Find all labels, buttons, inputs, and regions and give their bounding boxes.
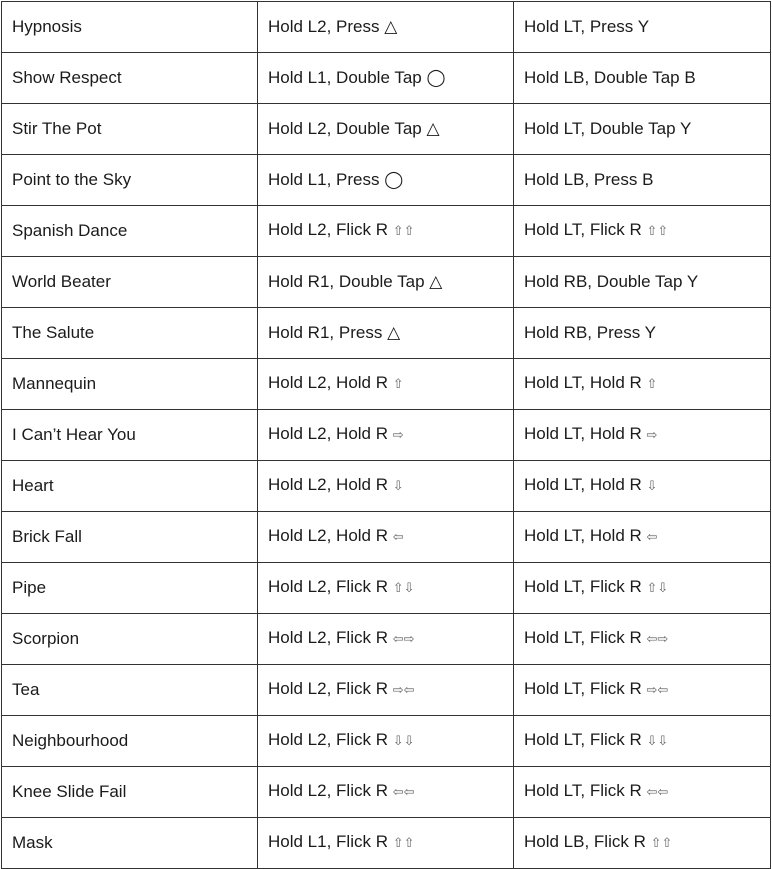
celebration-name-cell: World Beater	[2, 257, 258, 308]
playstation-input-cell	[258, 206, 514, 257]
celebration-name-cell: Show Respect	[2, 53, 258, 104]
xbox-input-text: Hold LT, Flick R	[524, 730, 642, 749]
stick-direction-icon: ⇦	[646, 530, 658, 545]
table-row	[2, 716, 771, 767]
celebration-name-cell: Heart	[2, 461, 258, 512]
playstation-input-cell	[258, 818, 514, 869]
stick-direction-icon: ⇦⇨	[392, 632, 415, 647]
xbox-input-cell	[514, 410, 771, 461]
playstation-input-text: Hold R1, Double Tap	[268, 272, 425, 291]
table-row	[2, 359, 771, 410]
playstation-input-cell	[258, 104, 514, 155]
celebration-name-cell: I Can’t Hear You	[2, 410, 258, 461]
celebration-name-cell: Knee Slide Fail	[2, 767, 258, 818]
xbox-input-text: Hold LT, Flick R	[524, 577, 642, 596]
playstation-input-text: Hold R1, Press	[268, 323, 383, 342]
stick-direction-icon: ⇨⇦	[646, 683, 669, 698]
table-row	[2, 665, 771, 716]
xbox-input-cell	[514, 53, 771, 104]
celebration-name-cell: Neighbourhood	[2, 716, 258, 767]
playstation-input-text: Hold L2, Flick R	[268, 730, 388, 749]
playstation-input-text: Hold L2, Flick R	[268, 628, 388, 647]
playstation-input-cell	[258, 410, 514, 461]
playstation-input-cell	[258, 614, 514, 665]
stick-direction-icon: ⇧⇧	[392, 224, 415, 239]
table-row	[2, 104, 771, 155]
xbox-input-text: Hold LT, Flick R	[524, 220, 642, 239]
xbox-input-cell	[514, 206, 771, 257]
celebration-name-cell: Mask	[2, 818, 258, 869]
table-row	[2, 563, 771, 614]
xbox-input-cell	[514, 716, 771, 767]
playstation-input-cell	[258, 665, 514, 716]
stick-direction-icon: ⇩⇩	[646, 734, 669, 749]
stick-direction-icon: ⇧⇧	[650, 836, 673, 851]
xbox-input-cell	[514, 563, 771, 614]
stick-direction-icon: ⇧	[646, 377, 658, 392]
stick-direction-icon: ⇦⇦	[646, 785, 669, 800]
controller-button-icon: △	[429, 272, 443, 292]
playstation-input-cell	[258, 716, 514, 767]
playstation-input-text: Hold L2, Flick R	[268, 781, 388, 800]
playstation-input-cell	[258, 53, 514, 104]
xbox-input-text: Hold LT, Flick R	[524, 781, 642, 800]
celebration-name-cell: Tea	[2, 665, 258, 716]
xbox-input-text: Hold RB, Press Y	[524, 323, 656, 342]
table-row	[2, 461, 771, 512]
table-row	[2, 512, 771, 563]
xbox-input-text: Hold LT, Double Tap Y	[524, 119, 692, 138]
playstation-input-text: Hold L2, Hold R	[268, 475, 389, 494]
stick-direction-icon: ⇦	[392, 530, 404, 545]
xbox-input-cell	[514, 359, 771, 410]
table-row	[2, 257, 771, 308]
celebration-name-cell: Stir The Pot	[2, 104, 258, 155]
table-row	[2, 767, 771, 818]
celebration-name-cell: Spanish Dance	[2, 206, 258, 257]
stick-direction-icon: ⇩⇩	[392, 734, 415, 749]
stick-direction-icon: ⇩	[646, 479, 658, 494]
controller-button-icon: ◯	[426, 68, 446, 88]
xbox-input-cell	[514, 155, 771, 206]
celebration-name-cell: Hypnosis	[2, 2, 258, 53]
playstation-input-cell	[258, 461, 514, 512]
xbox-input-text: Hold LB, Flick R	[524, 832, 646, 851]
xbox-input-text: Hold LB, Press B	[524, 170, 654, 189]
playstation-input-text: Hold L2, Hold R	[268, 424, 389, 443]
playstation-input-text: Hold L2, Hold R	[268, 526, 389, 545]
playstation-input-cell	[258, 767, 514, 818]
celebration-name-cell: Mannequin	[2, 359, 258, 410]
stick-direction-icon: ⇧	[392, 377, 404, 392]
table-body	[2, 2, 771, 869]
xbox-input-cell	[514, 767, 771, 818]
playstation-input-text: Hold L1, Press	[268, 170, 380, 189]
stick-direction-icon: ⇨⇦	[392, 683, 415, 698]
xbox-input-text: Hold LT, Hold R	[524, 475, 642, 494]
xbox-input-cell	[514, 2, 771, 53]
celebration-name-cell: Point to the Sky	[2, 155, 258, 206]
celebrations-table	[1, 1, 771, 869]
xbox-input-cell	[514, 461, 771, 512]
table-row	[2, 2, 771, 53]
playstation-input-cell	[258, 155, 514, 206]
celebration-name-cell: Pipe	[2, 563, 258, 614]
stick-direction-icon: ⇨	[646, 428, 658, 443]
xbox-input-cell	[514, 104, 771, 155]
table-row	[2, 155, 771, 206]
xbox-input-cell	[514, 665, 771, 716]
xbox-input-text: Hold LT, Flick R	[524, 628, 642, 647]
xbox-input-cell	[514, 512, 771, 563]
xbox-input-text: Hold LB, Double Tap B	[524, 68, 696, 87]
stick-direction-icon: ⇧⇧	[646, 224, 669, 239]
xbox-input-text: Hold RB, Double Tap Y	[524, 272, 699, 291]
celebration-name-cell: Brick Fall	[2, 512, 258, 563]
table-row	[2, 308, 771, 359]
xbox-input-cell	[514, 614, 771, 665]
playstation-input-cell	[258, 2, 514, 53]
stick-direction-icon: ⇧⇧	[392, 836, 415, 851]
xbox-input-cell	[514, 257, 771, 308]
stick-direction-icon: ⇦⇦	[392, 785, 415, 800]
celebration-name-cell: The Salute	[2, 308, 258, 359]
xbox-input-text: Hold LT, Press Y	[524, 17, 650, 36]
playstation-input-text: Hold L1, Double Tap	[268, 68, 422, 87]
stick-direction-icon: ⇨	[392, 428, 404, 443]
playstation-input-cell	[258, 308, 514, 359]
controller-button-icon: △	[426, 119, 440, 139]
playstation-input-text: Hold L1, Flick R	[268, 832, 388, 851]
stick-direction-icon: ⇩	[392, 479, 404, 494]
xbox-input-text: Hold LT, Flick R	[524, 679, 642, 698]
playstation-input-cell	[258, 512, 514, 563]
stick-direction-icon: ⇦⇨	[646, 632, 669, 647]
table-row	[2, 614, 771, 665]
playstation-input-text: Hold L2, Double Tap	[268, 119, 422, 138]
xbox-input-text: Hold LT, Hold R	[524, 373, 642, 392]
playstation-input-cell	[258, 359, 514, 410]
stick-direction-icon: ⇧⇩	[646, 581, 669, 596]
playstation-input-text: Hold L2, Flick R	[268, 577, 388, 596]
playstation-input-text: Hold L2, Hold R	[268, 373, 389, 392]
controller-button-icon: ◯	[384, 170, 404, 190]
celebration-name-cell: Scorpion	[2, 614, 258, 665]
xbox-input-cell	[514, 818, 771, 869]
table-row	[2, 53, 771, 104]
table-row	[2, 206, 771, 257]
table-row	[2, 410, 771, 461]
playstation-input-text: Hold L2, Press	[268, 17, 380, 36]
controller-button-icon: △	[387, 323, 401, 343]
playstation-input-text: Hold L2, Flick R	[268, 220, 388, 239]
table-row	[2, 818, 771, 869]
xbox-input-text: Hold LT, Hold R	[524, 526, 642, 545]
playstation-input-text: Hold L2, Flick R	[268, 679, 388, 698]
playstation-input-cell	[258, 563, 514, 614]
playstation-input-cell	[258, 257, 514, 308]
controller-button-icon: △	[384, 17, 398, 37]
xbox-input-text: Hold LT, Hold R	[524, 424, 642, 443]
xbox-input-cell	[514, 308, 771, 359]
stick-direction-icon: ⇧⇩	[392, 581, 415, 596]
